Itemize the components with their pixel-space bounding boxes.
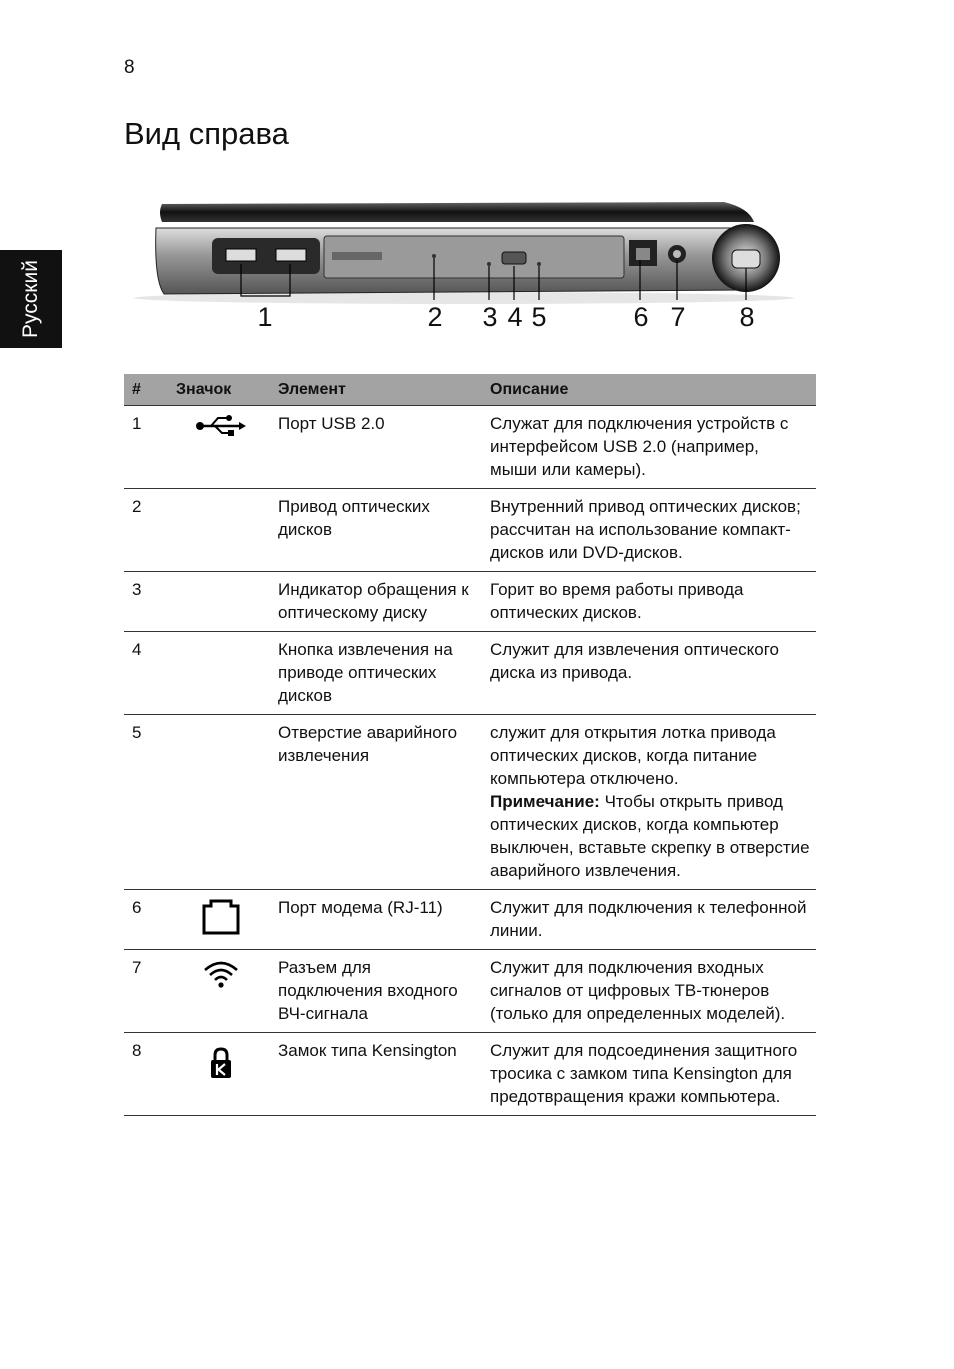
row-description: Внутренний привод оптических дисков; рассчитан на использование компакт-дисков или DVD-дисков.: [484, 489, 816, 572]
row-element: Порт USB 2.0: [272, 406, 484, 489]
row-description-with-note: [484, 715, 816, 890]
row-element: Индикатор обращения к оптическому диску: [272, 572, 484, 632]
callout-4: 4: [507, 302, 523, 332]
row-number: 6: [124, 890, 170, 950]
row-number: 1: [124, 406, 170, 489]
table-row: [124, 950, 816, 1033]
header-number: #: [124, 374, 170, 406]
callout-7: 7: [670, 302, 686, 332]
usb-icon: [195, 414, 247, 436]
row-number: 2: [124, 489, 170, 572]
page-title: Вид справа: [124, 116, 289, 151]
callout-5: 5: [531, 302, 547, 332]
row-element: Привод оптических дисков: [272, 489, 484, 572]
row-number: 3: [124, 572, 170, 632]
row-element: Разъем для подключения входного ВЧ-сигнала: [272, 950, 484, 1033]
row-description: Служит для подключения к телефонной линии.: [484, 890, 816, 950]
row-description: служит для открытия лотка привода оптических дисков, когда питание компьютера отключено.: [490, 723, 776, 788]
language-label: Русский: [19, 260, 42, 338]
table-row: [124, 406, 816, 489]
note-text: Чтобы открыть привод оптических дисков, когда компьютер выключен, вставьте скрепку в отверстие аварийного извлечения.: [490, 792, 810, 880]
callout-3: 3: [482, 302, 498, 332]
ports-table: [124, 374, 816, 1116]
header-element: Элемент: [272, 374, 484, 406]
row-element: Замок типа Kensington: [272, 1033, 484, 1116]
language-side-tab: [0, 250, 62, 348]
row-description: Служит для извлечения оптического диска из привода.: [484, 632, 816, 715]
table-header-row: [124, 374, 816, 406]
callout-8: 8: [739, 302, 755, 332]
callout-1: 1: [257, 302, 273, 332]
row-number: 8: [124, 1033, 170, 1116]
row-number: 7: [124, 950, 170, 1033]
row-number: 5: [124, 715, 170, 890]
kensington-lock-icon: [209, 1047, 233, 1079]
page-number: 8: [124, 57, 135, 78]
row-element: Порт модема (RJ-11): [272, 890, 484, 950]
table-row: [124, 572, 816, 632]
table-row: [124, 489, 816, 572]
row-element: Кнопка извлечения на приводе оптических дисков: [272, 632, 484, 715]
callout-numbers: [124, 302, 816, 338]
row-description: Служит для подключения входных сигналов от цифровых ТВ-тюнеров (только для определенных моделей).: [484, 950, 816, 1033]
row-description: Горит во время работы привода оптических дисков.: [484, 572, 816, 632]
callout-6: 6: [633, 302, 649, 332]
rf-signal-icon: [201, 958, 241, 990]
table-row: [124, 715, 816, 890]
callout-2: 2: [427, 302, 443, 332]
note-label: Примечание:: [490, 792, 600, 811]
row-number: 4: [124, 632, 170, 715]
table-row: [124, 632, 816, 715]
row-description: Служат для подключения устройств с интерфейсом USB 2.0 (например, мыши или камеры).: [484, 406, 816, 489]
table-row: [124, 890, 816, 950]
row-description: Служит для подсоединения защитного тросика с замком типа Kensington для предотвращения кражи компьютера.: [484, 1033, 816, 1116]
modem-icon: [201, 898, 241, 936]
table-row: [124, 1033, 816, 1116]
header-description: Описание: [484, 374, 816, 406]
row-element: Отверстие аварийного извлечения: [272, 715, 484, 890]
header-icon: Значок: [170, 374, 272, 406]
